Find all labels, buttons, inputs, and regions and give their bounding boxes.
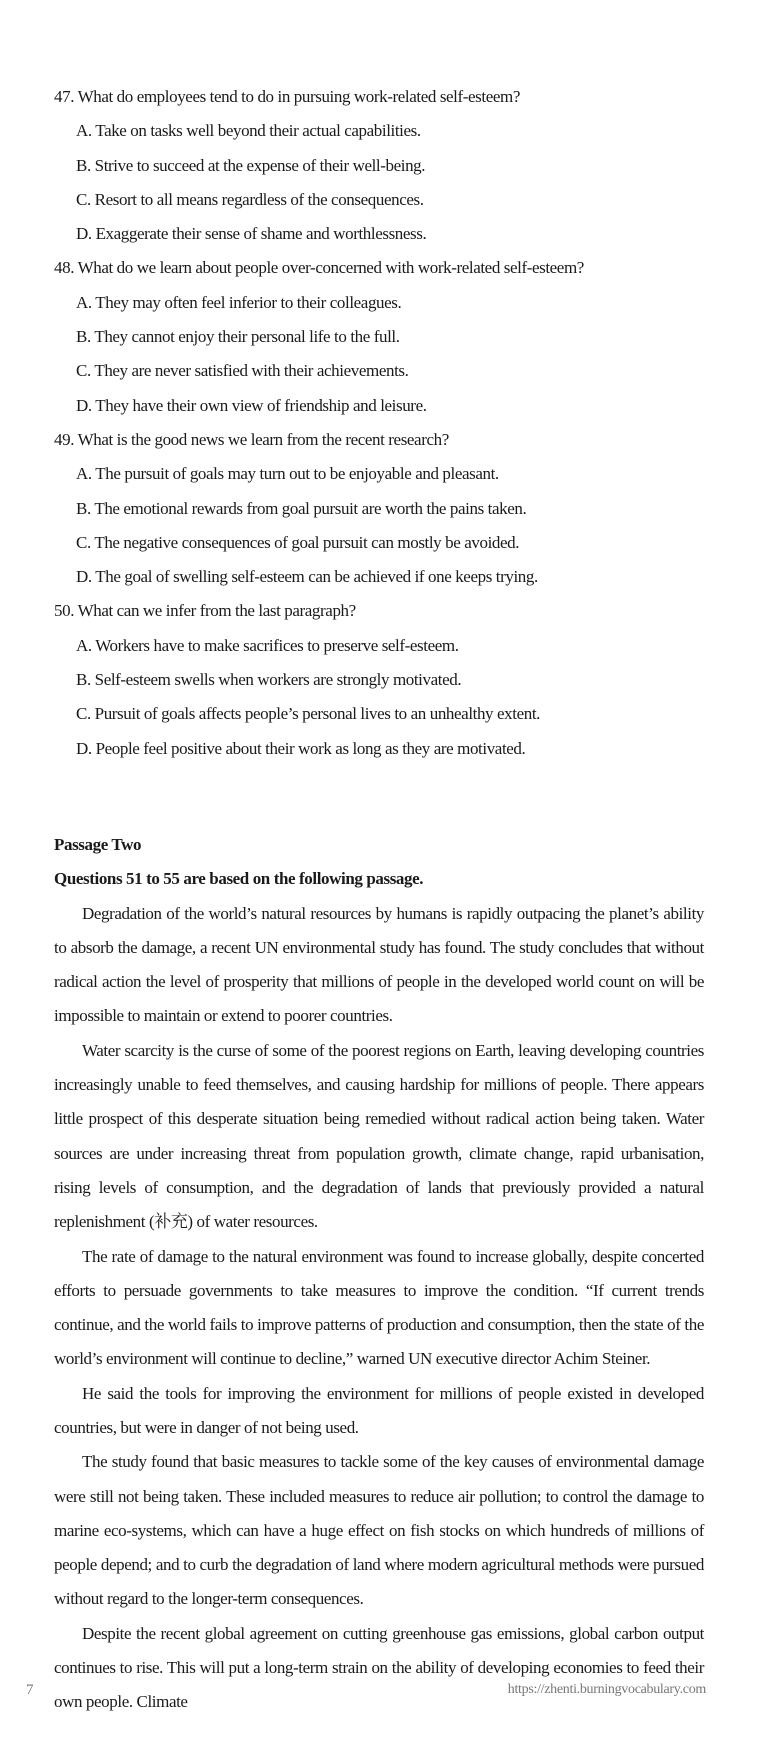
answer-option: A. They may often feel inferior to their colleagues.: [76, 292, 402, 312]
answer-option: A. Take on tasks well beyond their actual capabilities.: [76, 121, 421, 141]
footer-url: https://zhenti.burningvocabulary.com: [507, 1682, 706, 1697]
answer-option: D. They have their own view of friendship and leisure.: [76, 395, 427, 415]
passage-paragraph: He said the tools for improving the environment for millions of people existed in developed countries, but were in danger of not being used.: [54, 1383, 704, 1437]
question-stem: 49. What is the good news we learn from the recent research?: [54, 429, 449, 449]
passage-paragraph: Degradation of the world’s natural resources by humans is rapidly outpacing the planet’s ability to absorb the damage, a recent UN environmental study has found. The study concludes that without radical action the level of prosperity that millions of people in the developed world count on will be impossible to maintain or extend to poorer countries.: [54, 903, 704, 1026]
passage-paragraph: The rate of damage to the natural environment was found to increase globally, despite concerted efforts to persuade governments to take measures to improve the condition. “If current trends continue, and the world fails to improve patterns of production and consumption, then the state of the world’s environment will continue to decline,” warned UN executive director Achim Steiner.: [54, 1246, 704, 1369]
answer-option: C. They are never satisfied with their achievements.: [76, 361, 409, 381]
passage-paragraph: Water scarcity is the curse of some of the poorest regions on Earth, leaving developing countries increasingly unable to feed themselves, and causing hardship for millions of people. There appears little prospect of this desperate situation being remedied without radical action being taken. Water sources are under increasing threat from population growth, climate change, rapid urbanisation, rising levels of consumption, and the degradation of lands that previously provided a natural replenishment (补充) of water resources.: [54, 1040, 704, 1232]
section-spacer: [54, 766, 704, 828]
answer-option: D. The goal of swelling self-esteem can be achieved if one keeps trying.: [76, 567, 538, 587]
question-stem: 48. What do we learn about people over-concerned with work-related self-esteem?: [54, 258, 584, 278]
answer-option: C. The negative consequences of goal pursuit can mostly be avoided.: [76, 532, 520, 552]
page-number: 7: [26, 1682, 34, 1698]
passage-subtitle: Questions 51 to 55 are based on the following passage.: [54, 869, 424, 889]
answer-option: A. The pursuit of goals may turn out to be enjoyable and pleasant.: [76, 464, 499, 484]
passage-title: Passage Two: [54, 834, 142, 854]
page-content: [54, 80, 704, 1720]
answer-option: A. Workers have to make sacrifices to preserve self-esteem.: [76, 635, 459, 655]
answer-option: D. People feel positive about their work as long as they are motivated.: [76, 738, 526, 758]
answer-option: D. Exaggerate their sense of shame and worthlessness.: [76, 224, 427, 244]
answer-option: B. The emotional rewards from goal pursuit are worth the pains taken.: [76, 498, 527, 518]
answer-option: C. Pursuit of goals affects people’s personal lives to an unhealthy extent.: [76, 704, 540, 724]
answer-option: B. They cannot enjoy their personal life to the full.: [76, 327, 400, 347]
passage-paragraph: The study found that basic measures to tackle some of the key causes of environmental damage were still not being taken. These included measures to reduce air pollution; to control the damage to marine eco-systems, which can have a huge effect on fish stocks on which hundreds of millions of people depend; and to curb the degradation of land where modern agricultural methods were pursued without regard to the longer-term consequences.: [54, 1452, 704, 1609]
answer-option: B. Self-esteem swells when workers are strongly motivated.: [76, 670, 462, 690]
question-stem: 47. What do employees tend to do in pursuing work-related self-esteem?: [54, 87, 520, 106]
answer-option: C. Resort to all means regardless of the consequences.: [76, 189, 424, 209]
question-stem: 50. What can we infer from the last paragraph?: [54, 601, 356, 621]
passage-paragraph: Despite the recent global agreement on cutting greenhouse gas emissions, global carbon output continues to rise. This will put a long-term strain on the ability of developing economies to feed their own people. Climate: [54, 1623, 704, 1712]
answer-option: B. Strive to succeed at the expense of their well-being.: [76, 155, 426, 175]
